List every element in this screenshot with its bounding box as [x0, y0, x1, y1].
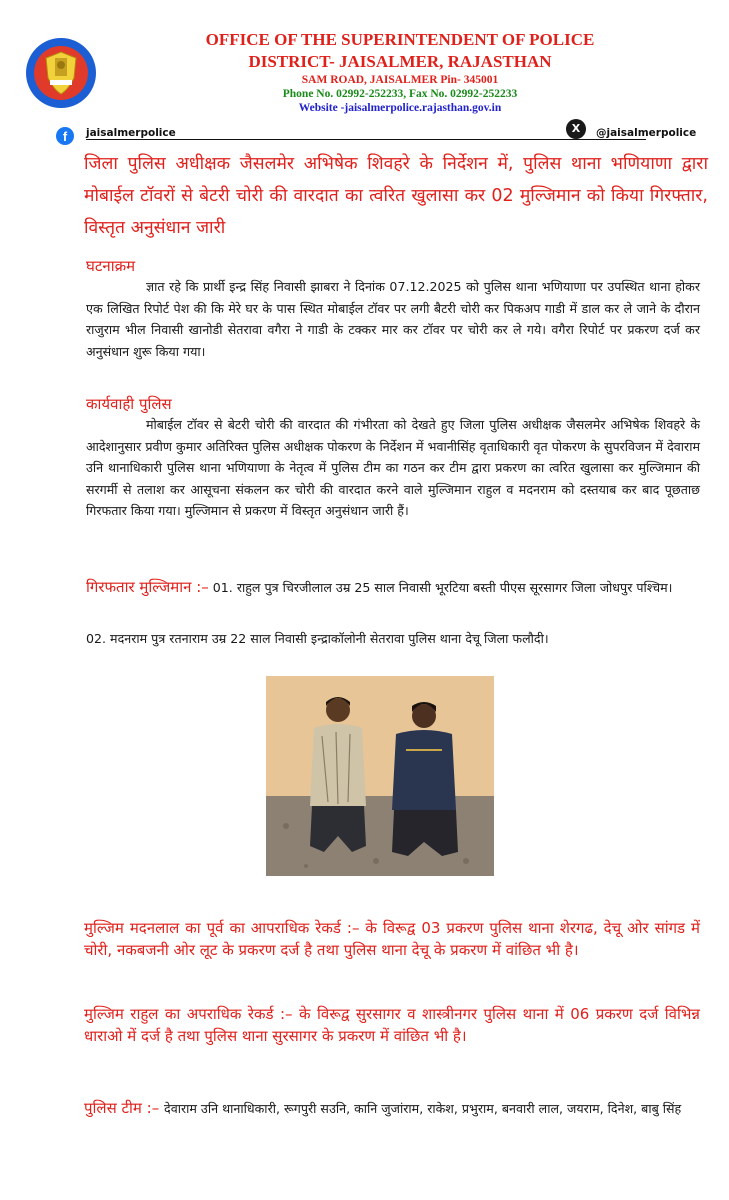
x-logo-icon[interactable]: X: [566, 119, 586, 139]
team-wrap: [84, 1097, 700, 1120]
team-title: पुलिस टीम :–: [84, 1099, 160, 1117]
accused-title: गिरफतार मुल्जिमान :–: [86, 578, 209, 596]
police-emblem-icon: [24, 36, 98, 110]
team-members: देवाराम उनि थानाधिकारी, रूगपुरी सउनि, कानि जुजांराम, राकेश, प्रभुराम, बनवारी लाल, जयराम, दिनेश, बाबु सिंह: [164, 1101, 682, 1116]
header-address: SAM ROAD, JAISALMER Pin- 345001: [301, 74, 499, 86]
action-title: कार्यवाही पुलिस: [86, 395, 172, 413]
accused-photo: [266, 676, 494, 876]
record-rahul: मुल्जिम राहुल का अपराधिक रेकर्ड :– के विरूद्व सुरसागर व शास्त्रीनगर पुलिस थाना में 06 प्रकरण दर्ज विभिन्न धाराओ में दर्ज है तथा पुलिस थाना सुरसागर के प्रकरण में वांछित भी है।: [84, 1005, 700, 1045]
press-headline: जिला पुलिस अधीक्षक जैसलमेर अभिषेक शिवहरे के निर्देशन में, पुलिस थाना भणियाणा द्वारा मोबाईल टॉवरों से बेटरी चोरी की वारदात का त्वरित खुलासा कर 02 मुल्जिमान को किया गिरफ्तार, विस्तृत अनुसंधान जारी: [84, 154, 708, 238]
incident-title: घटनाक्रम: [86, 257, 136, 275]
x-handle[interactable]: @jaisalmerpolice: [596, 127, 697, 139]
header-title-line2: DISTRICT- JAISALMER, RAJASTHAN: [248, 52, 552, 71]
action-body: मोबाईल टॉवर से बेटरी चोरी की वारदात की गंभीरता को देखते हुए जिला पुलिस अधीक्षक जैसलमेर अभिषेक शिवहरे के आदेशानुसार प्रवीण कुमार अतिरिक्त पुलिस अधीक्षक पोकरण के निर्देशन में भवानीसिंह वृताधिकारी वृत पोकरण के सुपरविजन में देवाराम उनि थानाधिकारी पुलिस थाना भणियाणा के नेतृत्व में पुलिस टीम का गठन कर टीम द्वारा प्रकरण का त्वरित खुलासा कर मुल्जिमान की सरगर्मी से तलाश कर आसूचना संकलन कर चोरी की वारदात करने वाले मुल्जिमान राहुल व मदनराम को दस्तयाब कर बाद पूछताछ गिरफतार किया गया। मुल्जिमान से प्रकरण में विस्तृत अनुसंधान जारी हैं।: [86, 417, 700, 518]
header-title-line1: OFFICE OF THE SUPERINTENDENT OF POLICE: [205, 30, 595, 49]
header-phone: Phone No. 02992-252233, Fax No. 02992-252233: [282, 88, 518, 100]
facebook-handle[interactable]: jaisalmerpolice: [86, 127, 176, 139]
record-madan: मुल्जिम मदनलाल का पूर्व का आपराधिक रेकर्ड :– के विरूद्व 03 प्रकरण पुलिस थाना शेरगढ, देचू ओर सांगड में चोरी, नकबजनी ओर लूट के प्रकरण दर्ज है तथा पुलिस थाना देचू के प्रकरण में वांछित भी है।: [84, 919, 700, 959]
header-website[interactable]: Website -jaisalmerpolice.rajasthan.gov.in: [298, 102, 502, 114]
incident-body: ज्ञात रहे कि प्रार्थी इन्द्र सिंह निवासी झाबरा ने दिनांक 07.12.2025 को पुलिस थाना भणियाणा पर उपस्थित थाना होकर एक लिखित रिपोर्ट पेश की कि मेरे घर के पास स्थित मोबाईल टॉवर पर लगी बैटरी चोरी कर पिकअप गाडी में डाल कर ले जाने के दौरान राजुराम भील निवासी खानोडी सेतरावा वगैरा ने गाडी के टक्कर मार कर टॉवर पर चोरी कर ले गये। वगैरा रिपोर्ट पर प्रकरण दर्ज कर अनुसंधान शुरू किया गया।: [86, 279, 700, 359]
accused-item1-wrap: [86, 577, 700, 599]
facebook-icon[interactable]: f: [56, 127, 74, 145]
header-divider: [86, 139, 646, 140]
accused-item1: 01. राहुल पुत्र चिरजीलाल उम्र 25 साल निवासी भूरटिया बस्ती पीएस सूरसागर जिला जोधपुर पश्चिम।: [212, 580, 673, 595]
accused-item2: 02. मदनराम पुत्र रतनाराम उम्र 22 साल निवासी इन्द्राकॉलोनी सेतरावा पुलिस थाना देचू जिला फलौदी।: [86, 631, 549, 646]
